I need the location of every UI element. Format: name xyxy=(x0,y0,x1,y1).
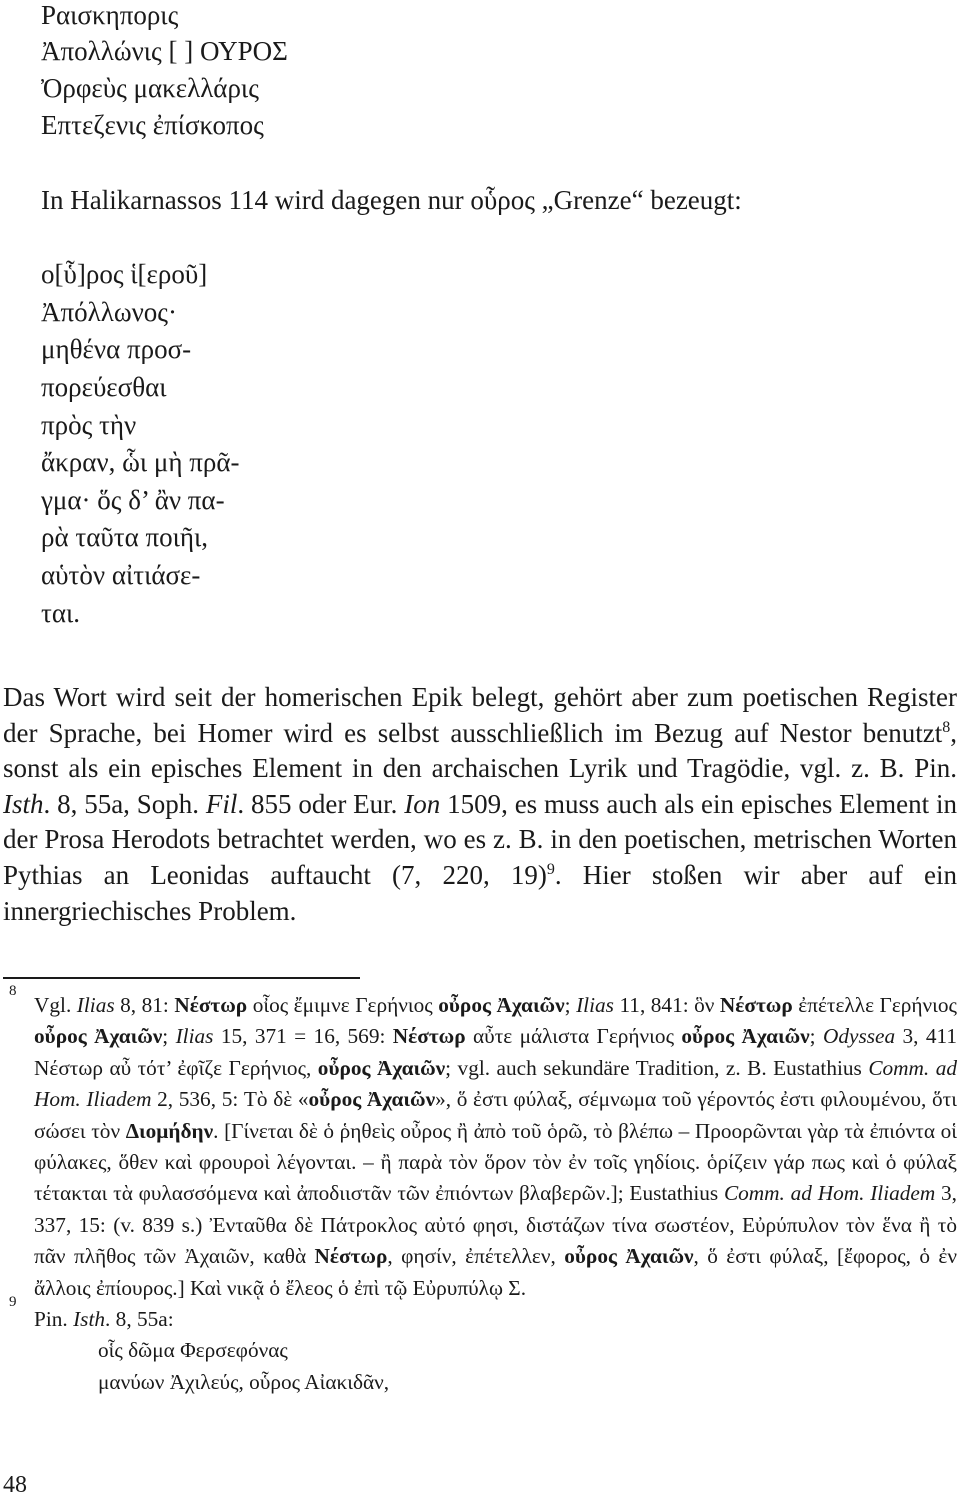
inscription-line: ται. xyxy=(41,598,81,628)
footnote-ref-8[interactable]: 8 xyxy=(942,718,951,736)
bold-term: οὖρος Ἀχαιῶν xyxy=(438,993,565,1017)
text: . 8, 55a: xyxy=(105,1307,174,1332)
quote-line: μανύων Ἀχιλεύς, οὗρος Αἰακιδᾶν, xyxy=(98,1369,390,1394)
work-title: Ion xyxy=(404,788,441,819)
text: οἶος ἔμιμνε Γερήνιος xyxy=(247,993,439,1017)
work-title: Isth xyxy=(3,788,44,819)
inscription-line: πρὸς τὴν xyxy=(41,410,137,440)
footnote-9 xyxy=(3,1294,957,1335)
inscription-line: Ὀρφεὺς μακελλάρις xyxy=(41,73,259,103)
text: ; xyxy=(564,993,577,1017)
text: 15, 371 = 16, 569: xyxy=(213,1024,393,1049)
inscription-line: μηθένα προσ- xyxy=(41,334,192,364)
text: αὖτε μάλιστα Γερήνιος xyxy=(465,1024,682,1049)
text: 3, 411 Νέστωρ αὖ τότ’ ἐφῖζε Γερήνιος, xyxy=(34,1024,958,1080)
inscription-line: ο[ὗ]ρος ἱ[εροῦ] xyxy=(41,259,208,289)
inscription-line: γμα· ὅς δ’ ἂν πα- xyxy=(41,485,225,515)
inscription-line: Ραισκηπορις xyxy=(41,0,179,30)
work-title: Isth xyxy=(73,1307,106,1332)
text: ; xyxy=(162,1024,176,1049)
footnote-mark: 9 xyxy=(9,1294,17,1311)
text: . Hier stoßen wir aber auf ein innergriechisches Problem. xyxy=(3,859,957,926)
footnote-ref-9[interactable]: 9 xyxy=(546,860,555,878)
quote-line: οἷς δῶμα Φερσεφόνας xyxy=(98,1338,288,1363)
bold-term: Νέστωρ xyxy=(174,993,248,1017)
text: , ὅ ἐστι φύλαξ, [ἔφορος, ὁ ἐν ἄλλοις ἐπίουρος.] Καὶ νικᾷ ὁ ἔλεος ὁ ἐπὶ τῷ Εὐρυπύλῳ Σ. xyxy=(34,1244,957,1300)
text: , sonst als ein episches Element in den archaischen Lyrik und Tragödie, vgl. z. B. Pin. xyxy=(3,717,957,784)
inscription-line: αὑτὸν αἰτιάσε- xyxy=(41,560,201,590)
text: 8, 81: xyxy=(114,993,175,1017)
text: 11, 841: ὃν xyxy=(613,993,720,1017)
work-title: Odyssea xyxy=(822,1024,896,1049)
work-title: Ilias xyxy=(175,1024,214,1049)
text: , φησίν, ἐπέτελλεν, xyxy=(387,1244,565,1269)
text: Vgl. xyxy=(34,993,77,1017)
work-title: Fil xyxy=(205,788,238,819)
footnote-mark: 8 xyxy=(9,983,17,999)
text: ; xyxy=(809,1024,823,1049)
bold-term: οὖρος Ἀχαιῶν xyxy=(681,1024,810,1049)
footnote-8 xyxy=(3,983,958,1304)
bold-term: οὖρος Ἀχαιῶν xyxy=(564,1244,694,1269)
bold-term: Διομήδην xyxy=(125,1118,214,1143)
inscription-line: Επτεζενις ἐπίσκοπος xyxy=(41,110,264,140)
text: ἐπέτελλε Γερήνιος xyxy=(792,993,957,1017)
work-title: Ilias xyxy=(76,993,115,1017)
intro-sentence: In Halikarnassos 114 wird dagegen nur οὗρος „Grenze“ bezeugt: xyxy=(41,185,742,215)
text: 3, 337, 15: (v. 839 s.) Ἐνταῦθα δὲ Πάτροκλος αὐτό φησι, διστάζων τίνα σωστέον, Εὐρύπυλον τὸν ἕνα ἢ τὸ πᾶν πλῆθος τῶν Ἀχαιῶν, καθὰ xyxy=(34,1181,958,1269)
inscription-line: πορεύεσθαι xyxy=(41,372,167,402)
text: Pin. xyxy=(34,1307,74,1332)
inscription-line: Ἀπολλώνις [ ] ΟΥΡΟΣ xyxy=(41,36,288,66)
text: 2, 536, 5: Τὸ δὲ « xyxy=(151,1087,309,1112)
bold-term: οὖρος Ἀχαιῶν xyxy=(34,1024,163,1049)
inscription-line: ρὰ ταῦτα ποιῆι, xyxy=(41,522,209,552)
work-title: Comm. ad Hom. Iliadem xyxy=(723,1181,936,1206)
text: 1509, es muss auch als ein episches Element in der Prosa Herodots betrachtet werden, wo es z. B. in den poetischen, metrischen Worten Pythias an Leonidas auftaucht (7, 220, 19) xyxy=(3,788,957,890)
bold-term: οὖρος Ἀχαιῶν xyxy=(308,1087,436,1112)
footnote-separator xyxy=(3,977,360,979)
bold-term: Νέστωρ xyxy=(314,1244,388,1269)
inscription-line: Ἀπόλλωνος· xyxy=(41,297,177,327)
page-number: 48 xyxy=(3,1472,27,1498)
footnotes xyxy=(3,983,958,1398)
text: . 855 oder Eur. xyxy=(237,788,405,819)
body-paragraph xyxy=(3,680,957,929)
text: . [Γίνεται δὲ ὁ ῥηθεὶς οὖρος ἢ ἀπὸ τοῦ ὁρῶ, τὸ βλέπω – Προορῶνται γὰρ τὰ ἐπιόντα οἱ φύλακες, ὅθεν καὶ φρουροὶ λέγονται. – ἢ παρὰ τὸν ὅρον τὸν ἐν τοῖς γηδίοις. ὁρίζειν γάρ πως καὶ ὁ φύλαξ τέτακται τὰ φυλασσόμενα καὶ ἀποδιιστᾶν τῶν ἐπιόντων βλαβερῶν.]; Eustathius xyxy=(34,1118,958,1206)
work-title: Comm. ad Hom. Iliadem xyxy=(34,1055,958,1112)
work-title: Ilias xyxy=(576,993,614,1017)
text: Das Wort wird seit der homerischen Epik belegt, gehört aber zum poetischen Register der Sprache, bei Homer wird es selbst ausschließlich im Bezug auf Nestor benutzt xyxy=(3,682,957,748)
inscription-line: ἄκραν, ὧι μὴ πρᾶ- xyxy=(41,447,240,477)
bold-term: Νέστωρ xyxy=(719,993,793,1017)
text: . 8, 55a, Soph. xyxy=(43,788,206,819)
text: ; vgl. auch sekundäre Tradition, z. B. Eustathius xyxy=(445,1055,869,1080)
bold-term: οὖρος Ἀχαιῶν xyxy=(317,1055,446,1080)
text: », ὅ ἐστι φύλαξ, σέμνωμα τοῦ γέροντός ἐστι φιλουμένου, ὅτι σώσει τὸν xyxy=(34,1087,957,1143)
bold-term: Νέστωρ xyxy=(392,1024,466,1049)
